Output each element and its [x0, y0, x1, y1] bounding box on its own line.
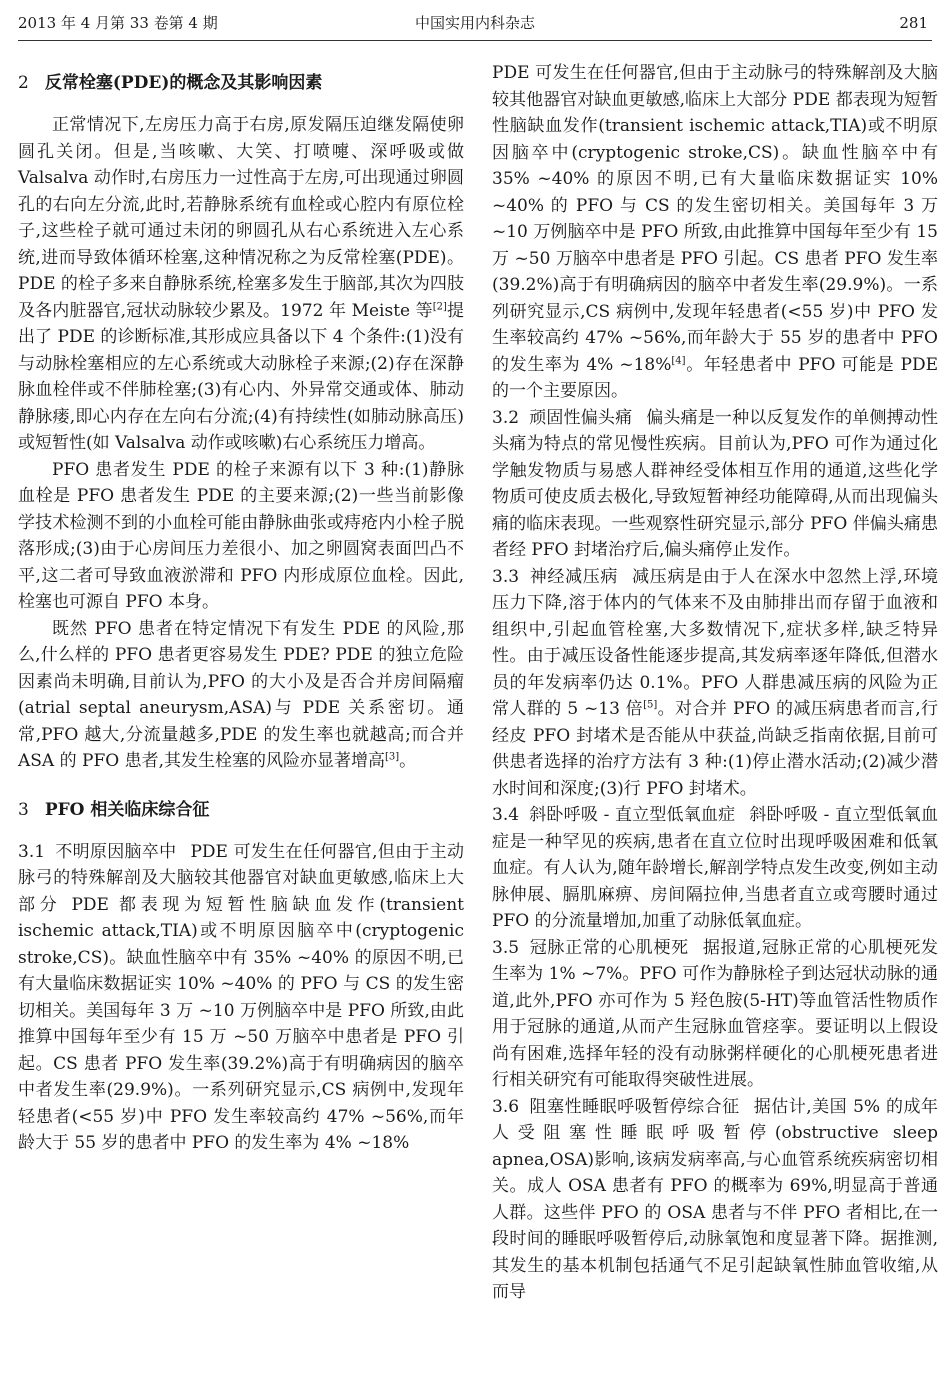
subsection-title: 阻塞性睡眠呼吸暂停综合征	[529, 1096, 740, 1117]
paragraph	[18, 616, 464, 775]
subsection-text: 。对合并 PFO 的减压病患者而言,行经皮 PFO 封堵术是否能从中获益,尚缺乏指南依据,目前可供患者选择的治疗方法有 3 种:(1)停止潜水活动;(2)减少潜水时间和深度;(3)行 PFO 封堵术。	[492, 699, 939, 799]
subsection-3-5	[492, 935, 938, 1094]
subsection-3-6	[492, 1094, 938, 1306]
left-column	[18, 62, 464, 1157]
subsection-number: 3.1	[18, 841, 46, 862]
section-3-heading	[18, 797, 464, 823]
citation: [2]	[432, 300, 447, 312]
subsection-title: 神经减压病	[529, 566, 619, 587]
subsection-title: 顽固性偏头痛	[529, 407, 633, 428]
subsection-3-1	[18, 839, 464, 1157]
journal-name: 中国实用内科杂志	[414, 14, 535, 32]
subsection-3-3	[492, 564, 938, 803]
subsection-text: 偏头痛是一种以反复发作的单侧搏动性头痛为特点的常见慢性疾病。目前认为,PFO 可作为通过化学触发物质与易感人群神经受体相互作用的通道,这些化学物质可使皮质去极化,导致短暂神经功能障碍,从而出现偏头痛的临床表现。一些观察性研究显示,部分 PFO 伴偏头痛患者经 PFO 封堵治疗后,偏头痛停止发作。	[492, 407, 938, 560]
subsection-3-4	[492, 802, 938, 935]
subsection-text: 据报道,冠脉正常的心肌梗死发生率为 1% ~7%。PFO 可作为静脉栓子到达冠状动脉的通道,此外,PFO 亦可作为 5 羟色胺(5-HT)等血管活性物质作用于冠脉的通道,从而产生冠脉血管痉挛。要证明以上假设尚有困难,选择年轻的没有动脉粥样硬化的心肌梗死患者进行相关研究有可能取得突破性进展。	[492, 937, 939, 1090]
section-title: 反常栓塞(PDE)的概念及其影响因素	[44, 73, 323, 93]
subsection-number: 3.6	[492, 1096, 520, 1117]
section-title: PFO 相关临床综合征	[44, 799, 210, 820]
section-number: 3	[18, 799, 29, 820]
journal-issue: 2013 年 4 月第 33 卷第 4 期	[18, 14, 218, 32]
citation: [5]	[643, 699, 658, 711]
paragraph-text: 提出了 PDE 的诊断标准,其形成应具备以下 4 个条件:(1)没有与动脉栓塞相应的左心系统或大动脉栓子来源;(2)存在深静脉血栓伴或不伴肺栓塞;(3)有心内、外异常交通或体、肺动静脉瘘,即心内存在左向右分流;(4)有持续性(如肺动脉高压)或短暂性(如 Valsalva 动作或咳嗽)右心系统压力增高。	[18, 300, 465, 453]
subsection-text: 斜卧呼吸 - 直立型低氧血症是一种罕见的疾病,患者在直立位时出现呼吸困难和低氧血症。有人认为,随年龄增长,解剖学特点发生改变,例如主动脉伸展、膈肌麻痹、房间隔拉伸,当患者直立或弯腰时通过 PFO 的分流量增加,加重了动脉低氧血症。	[492, 805, 938, 931]
citation: [3]	[385, 751, 400, 763]
subsection-title: 冠脉正常的心肌梗死	[529, 937, 689, 958]
citation: [4]	[671, 354, 686, 366]
paragraph-text: 。年轻患者中 PFO 可能是 PDE 的一个主要原因。	[492, 354, 938, 401]
section-2-heading	[18, 70, 464, 96]
header-rule	[18, 40, 932, 41]
paragraph-text: 。	[399, 751, 417, 771]
paragraph-text: PDE 可发生在任何器官,但由于主动脉弓的特殊解剖及大脑较其他器官对缺血更敏感,临床上大部分 PDE 都表现为短暂性脑缺血发作(transient ischemic attack,TIA)或不明原因脑卒中(cryptogenic stroke,CS)。缺血性脑卒中有 35% ~40% 的原因不明,已有大量临床数据证实 10% ~40% 的 PFO 与 CS 的发生密切相关。美国每年 3 万 ~10 万例脑卒中是 PFO 所致,由此推算中国每年至少有 15 万 ~50 万脑卒中患者是 PFO 引起。CS 患者 PFO 发生率(39.2%)高于有明确病因的脑卒中者发生率(29.9%)。一系列研究显示,CS 病例中,发现年轻患者(<55 岁)中 PFO 发生率较高约 47% ~56%,而年龄大于 55 岁的患者中 PFO 的发生率为 4% ~18%	[492, 63, 938, 375]
subsection-text: 减压病是由于人在深水中忽然上浮,环境压力下降,溶于体内的气体来不及由肺排出而存留于血液和组织中,引起血管栓塞,大多数情况下,症状多样,缺乏特异性。由于减压设备性能逐步提高,其发病率逐年降低,但潜水员的年发病率仍达 0.1%。PFO 人群患减压病的风险为正常人群的 5 ~13 倍	[492, 566, 939, 719]
subsection-number: 3.4	[492, 805, 520, 825]
subsection-number: 3.3	[492, 566, 520, 587]
paragraph-text: 正常情况下,左房压力高于右房,原发隔压迫继发隔使卵圆孔关闭。但是,当咳嗽、大笑、打喷嚏、深呼吸或做 Valsalva 动作时,右房压力一过性高于左房,可出现通过卵圆孔的右向左分流,此时,若静脉系统有血栓或心腔内有原位栓子,这些栓子就可通过未闭的卵圆孔从右心系统进入左心系统,进而导致体循环栓塞,这种情况称之为反常栓塞(PDE)。PDE 的栓子多来自静脉系统,栓塞多发生于脑部,其次为四肢及各内脏器官,冠状动脉较少累及。1972 年 Meiste 等	[18, 115, 464, 321]
paragraph: PFO 患者发生 PDE 的栓子来源有以下 3 种:(1)静脉血栓是 PFO 患者发生 PDE 的主要来源;(2)一些当前影像学技术检测不到的小血栓可能由静脉曲张或痔疮内小栓子脱落形成;(3)由于心房间压力差很小、加之卵圆窝表面凹凸不平,这二者可导致血液淤滞和 PFO 内形成原位血栓。因此,栓塞也可源自 PFO 本身。	[18, 459, 464, 612]
subsection-title: 斜卧呼吸 - 直立型低氧血症	[529, 805, 736, 825]
section-number: 2	[18, 73, 29, 93]
subsection-title: 不明原因脑卒中	[55, 841, 177, 862]
running-header	[18, 12, 932, 34]
right-column	[492, 60, 938, 1306]
page-number: 281	[899, 14, 928, 32]
subsection-3-2	[492, 405, 938, 564]
paragraph	[18, 112, 464, 457]
subsection-number: 3.2	[492, 407, 520, 428]
paragraph-text: 既然 PFO 患者在特定情况下有发生 PDE 的风险,那么,什么样的 PFO 患者更容易发生 PDE? PDE 的独立危险因素尚未明确,目前认为,PFO 的大小及是否合并房间隔瘤(atrial septal aneurysm,ASA)与 PDE 关系密切。通常,PFO 越大,分流量越多,PDE 的发生率也就越高;而合并 ASA 的 PFO 患者,其发生栓塞的风险亦显著增高	[18, 618, 464, 771]
subsection-number: 3.5	[492, 937, 520, 958]
subsection-text: 据估计,美国 5% 的成年人受阻塞性睡眠呼吸暂停(obstructive sleep apnea,OSA)影响,该病发病率高,与心血管系统疾病密切相关。成人 OSA 患者有 PFO 的概率为 69%,明显高于普通人群。这些伴 PFO 的 OSA 患者与不伴 PFO 者相比,在一段时间的睡眠呼吸暂停后,动脉氧饱和度显著下降。据推测,其发生的基本机制包括通气不足引起缺氧性肺血管收缩,从而导	[492, 1096, 938, 1302]
subsection-text: PDE 可发生在任何器官,但由于主动脉弓的特殊解剖及大脑较其他器官对缺血更敏感,临床上大部分 PDE 都表现为短暂性脑缺血发作(transient ischemic attack,TIA)或不明原因脑卒中(cryptogenic stroke,CS)。缺血性脑卒中有 35% ~40% 的原因不明,已有大量临床数据证实 10% ~40% 的 PFO 与 CS 的发生密切相关。美国每年 3 万 ~10 万例脑卒中是 PFO 所致,由此推算中国每年至少有 15 万 ~50 万脑卒中患者是 PFO 引起。CS 患者 PFO 发生率(39.2%)高于有明确病因的脑卒中者发生率(29.9%)。一系列研究显示,CS 病例中,发现年轻患者(<55 岁)中 PFO 发生率较高约 47% ~56%,而年龄大于 55 岁的患者中 PFO 的发生率为 4% ~18%	[18, 841, 464, 1153]
paragraph-continuation	[492, 60, 938, 405]
